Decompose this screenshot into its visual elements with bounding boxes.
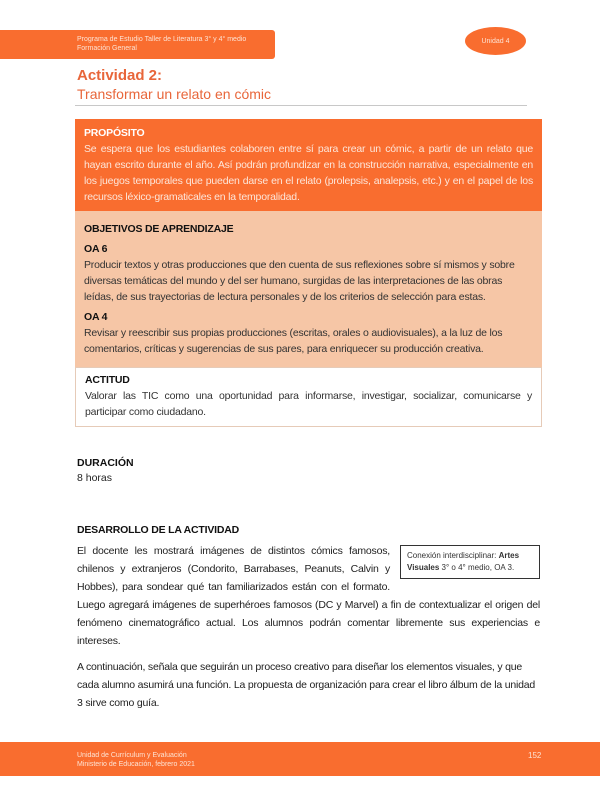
objectives-box <box>75 211 542 367</box>
note-subject: Artes Visuales <box>407 551 520 572</box>
objective-text: Producir textos y otras producciones que den cuenta de sus reflexiones sobre sí mismos y sobre diversas temáticas del mundo y del ser humano, surgidas de las interpretaciones de las obras leídas, de sus trayectorias de lectura personales y de los criterios de selección para estas. <box>84 259 515 303</box>
attitude-heading: ACTITUD <box>85 374 130 386</box>
duration-section <box>77 455 600 486</box>
title-divider <box>75 105 527 106</box>
development-paragraph: El docente les mostrará imágenes de distintos cómics famosos, chilenos y extranjeros (Condorito, Barrabases, Peanuts, Calvin y Hobbes), para sondear qué tan familiarizados están con el formato. Luego agregará imágenes de superhéroes famosos (DC y Marvel) a fin de contextualizar el origen del fenómeno cinematográfico actual. Los alumnos podrán comentar libremente sus experiencias e intereses. <box>77 545 540 647</box>
activity-subtitle: Transformar un relato en cómic <box>77 86 271 102</box>
development-section <box>77 522 540 712</box>
development-paragraph: A continuación, señala que seguirán un proceso creativo para diseñar los elementos visuales, y que cada alumno asumirá una función. La propuesta de organización para crear el libro álbum de la unidad 3 sirve como guía. <box>77 661 536 709</box>
purpose-text: Se espera que los estudiantes colaboren entre sí para crear un cómic, a partir de un relato que hayan escrito durante el año. Así podrán profundizar en la construcción narrativa, especialmente en los juegos temporales que pueden darse en el relato (prolepsis, analepsis, etc.) y en el papel de los recursos léxico-gramaticales en la temporalidad. <box>84 143 533 203</box>
attitude-box <box>75 367 542 427</box>
interdisciplinary-note <box>400 545 540 579</box>
duration-heading: DURACIÓN <box>77 457 134 469</box>
purpose-box <box>75 119 542 211</box>
footer-unit: Unidad de Currículum y Evaluación <box>77 752 187 759</box>
objective-text: Revisar y reescribir sus propias producciones (escritas, orales o audiovisuales), a la luz de los comentarios, críticas y sugerencias de sus pares, para enriquecer su producción creativa. <box>84 327 503 355</box>
program-title: Programa de Estudio Taller de Literatura 3° y 4° medio <box>77 36 247 43</box>
note-prefix: Conexión interdisciplinar: <box>407 551 499 560</box>
page-header <box>0 27 600 67</box>
bottom-margin <box>0 776 600 806</box>
activity-title: Actividad 2: <box>77 67 163 84</box>
formation-label: Formación General <box>77 45 137 52</box>
objective-code: OA 6 <box>84 243 108 255</box>
header-banner <box>0 30 275 59</box>
objectives-heading: OBJETIVOS DE APRENDIZAJE <box>84 223 234 235</box>
development-heading: DESARROLLO DE LA ACTIVIDAD <box>77 524 240 536</box>
note-suffix: 3° o 4° medio, OA 3. <box>439 563 515 572</box>
footer-banner <box>0 742 600 776</box>
activity-summary <box>75 119 542 427</box>
duration-value: 8 horas <box>77 472 113 484</box>
objective-code: OA 4 <box>84 311 108 323</box>
purpose-heading: PROPÓSITO <box>84 127 145 139</box>
attitude-text: Valorar las TIC como una oportunidad para informarse, investigar, socializar, comunicarse y participar como ciudadano. <box>85 390 532 418</box>
footer-ministry: Ministerio de Educación, febrero 2021 <box>77 761 195 768</box>
page-number: 152 <box>528 751 542 760</box>
unit-badge: Unidad 4 <box>465 27 526 55</box>
